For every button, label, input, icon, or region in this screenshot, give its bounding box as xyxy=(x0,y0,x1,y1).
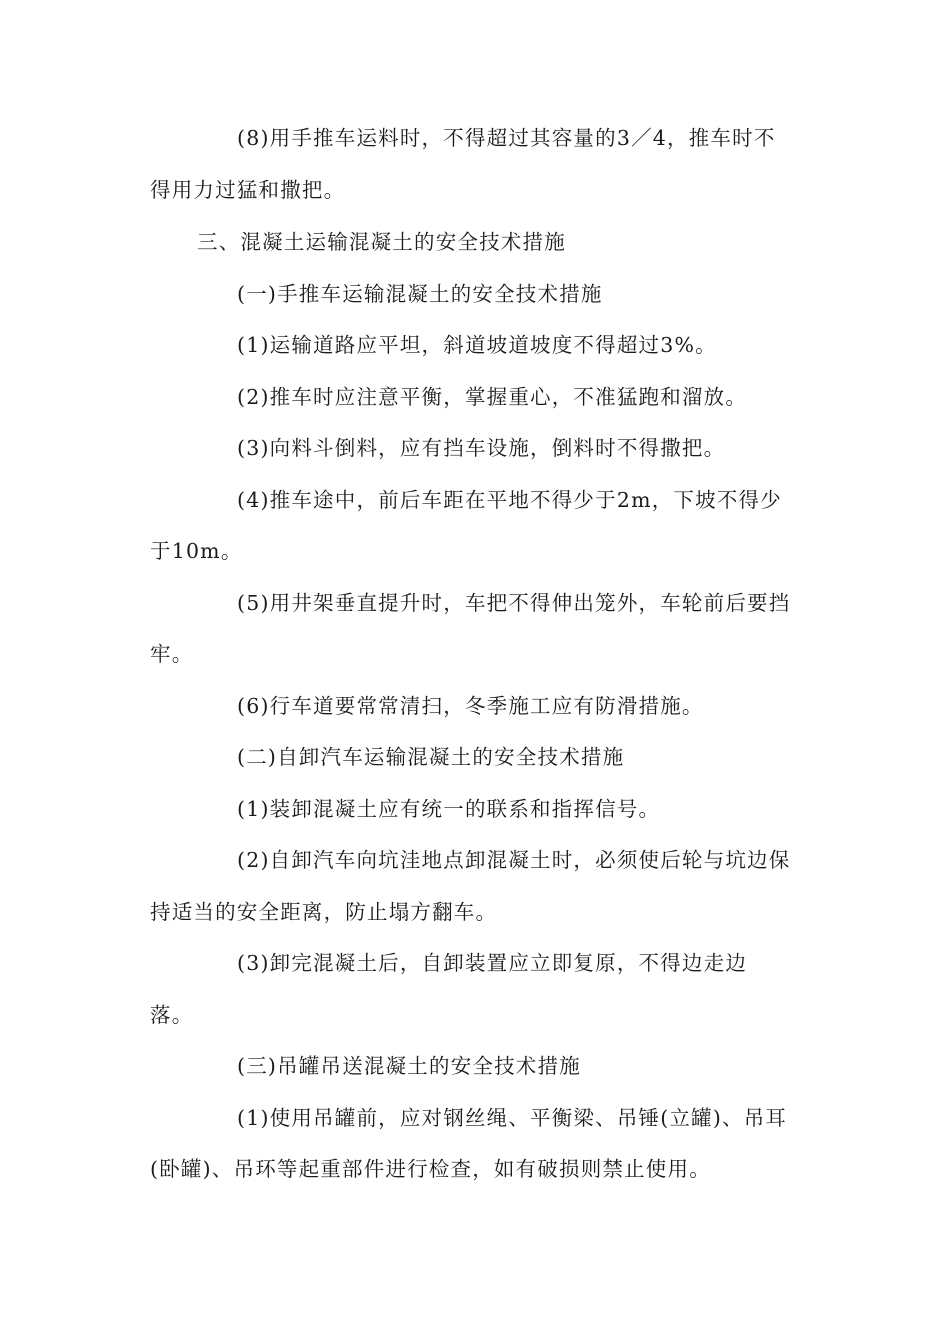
crane-item-1-line-1: (1)使用吊罐前，应对钢丝绳、平衡梁、吊锤(立罐)、吊耳 xyxy=(237,1106,788,1130)
item-1: (1)运输道路应平坦，斜道坡道坡度不得超过3%。 xyxy=(237,333,717,357)
item-6: (6)行车道要常常清扫，冬季施工应有防滑措施。 xyxy=(237,694,704,718)
item-4-line-2: 于10m。 xyxy=(150,539,243,563)
item-5-line-1: (5)用井架垂直提升时，车把不得伸出笼外，车轮前后要挡 xyxy=(237,591,791,615)
dump-item-3-line-1: (3)卸完混凝土后，自卸装置应立即复原，不得边走边 xyxy=(237,951,748,975)
subsection-heading-1: (一)手推车运输混凝土的安全技术措施 xyxy=(237,282,603,306)
dump-item-1: (1)装卸混凝土应有统一的联系和指挥信号。 xyxy=(237,797,661,821)
crane-item-1-line-2: (卧罐)、吊环等起重部件进行检查，如有破损则禁止使用。 xyxy=(150,1157,711,1181)
item-4-line-1: (4)推车途中，前后车距在平地不得少于2m，下坡不得少 xyxy=(237,488,782,512)
section-heading-3: 三、混凝土运输混凝土的安全技术措施 xyxy=(197,230,566,254)
paragraph-8-line-2: 得用力过猛和撒把。 xyxy=(150,178,346,202)
paragraph-8-line-1: (8)用手推车运料时，不得超过其容量的3／4，推车时不 xyxy=(237,126,776,150)
item-5-line-2: 牢。 xyxy=(150,642,194,666)
dump-item-2-line-2: 持适当的安全距离，防止塌方翻车。 xyxy=(150,900,498,924)
dump-item-3-line-2: 落。 xyxy=(150,1003,194,1027)
subsection-heading-2: (二)自卸汽车运输混凝土的安全技术措施 xyxy=(237,745,625,769)
item-3: (3)向料斗倒料，应有挡车设施，倒料时不得撒把。 xyxy=(237,436,726,460)
dump-item-2-line-1: (2)自卸汽车向坑洼地点卸混凝土时，必须使后轮与坑边保 xyxy=(237,848,791,872)
subsection-heading-3: (三)吊罐吊送混凝土的安全技术措施 xyxy=(237,1054,581,1078)
item-2: (2)推车时应注意平衡，掌握重心，不准猛跑和溜放。 xyxy=(237,385,748,409)
